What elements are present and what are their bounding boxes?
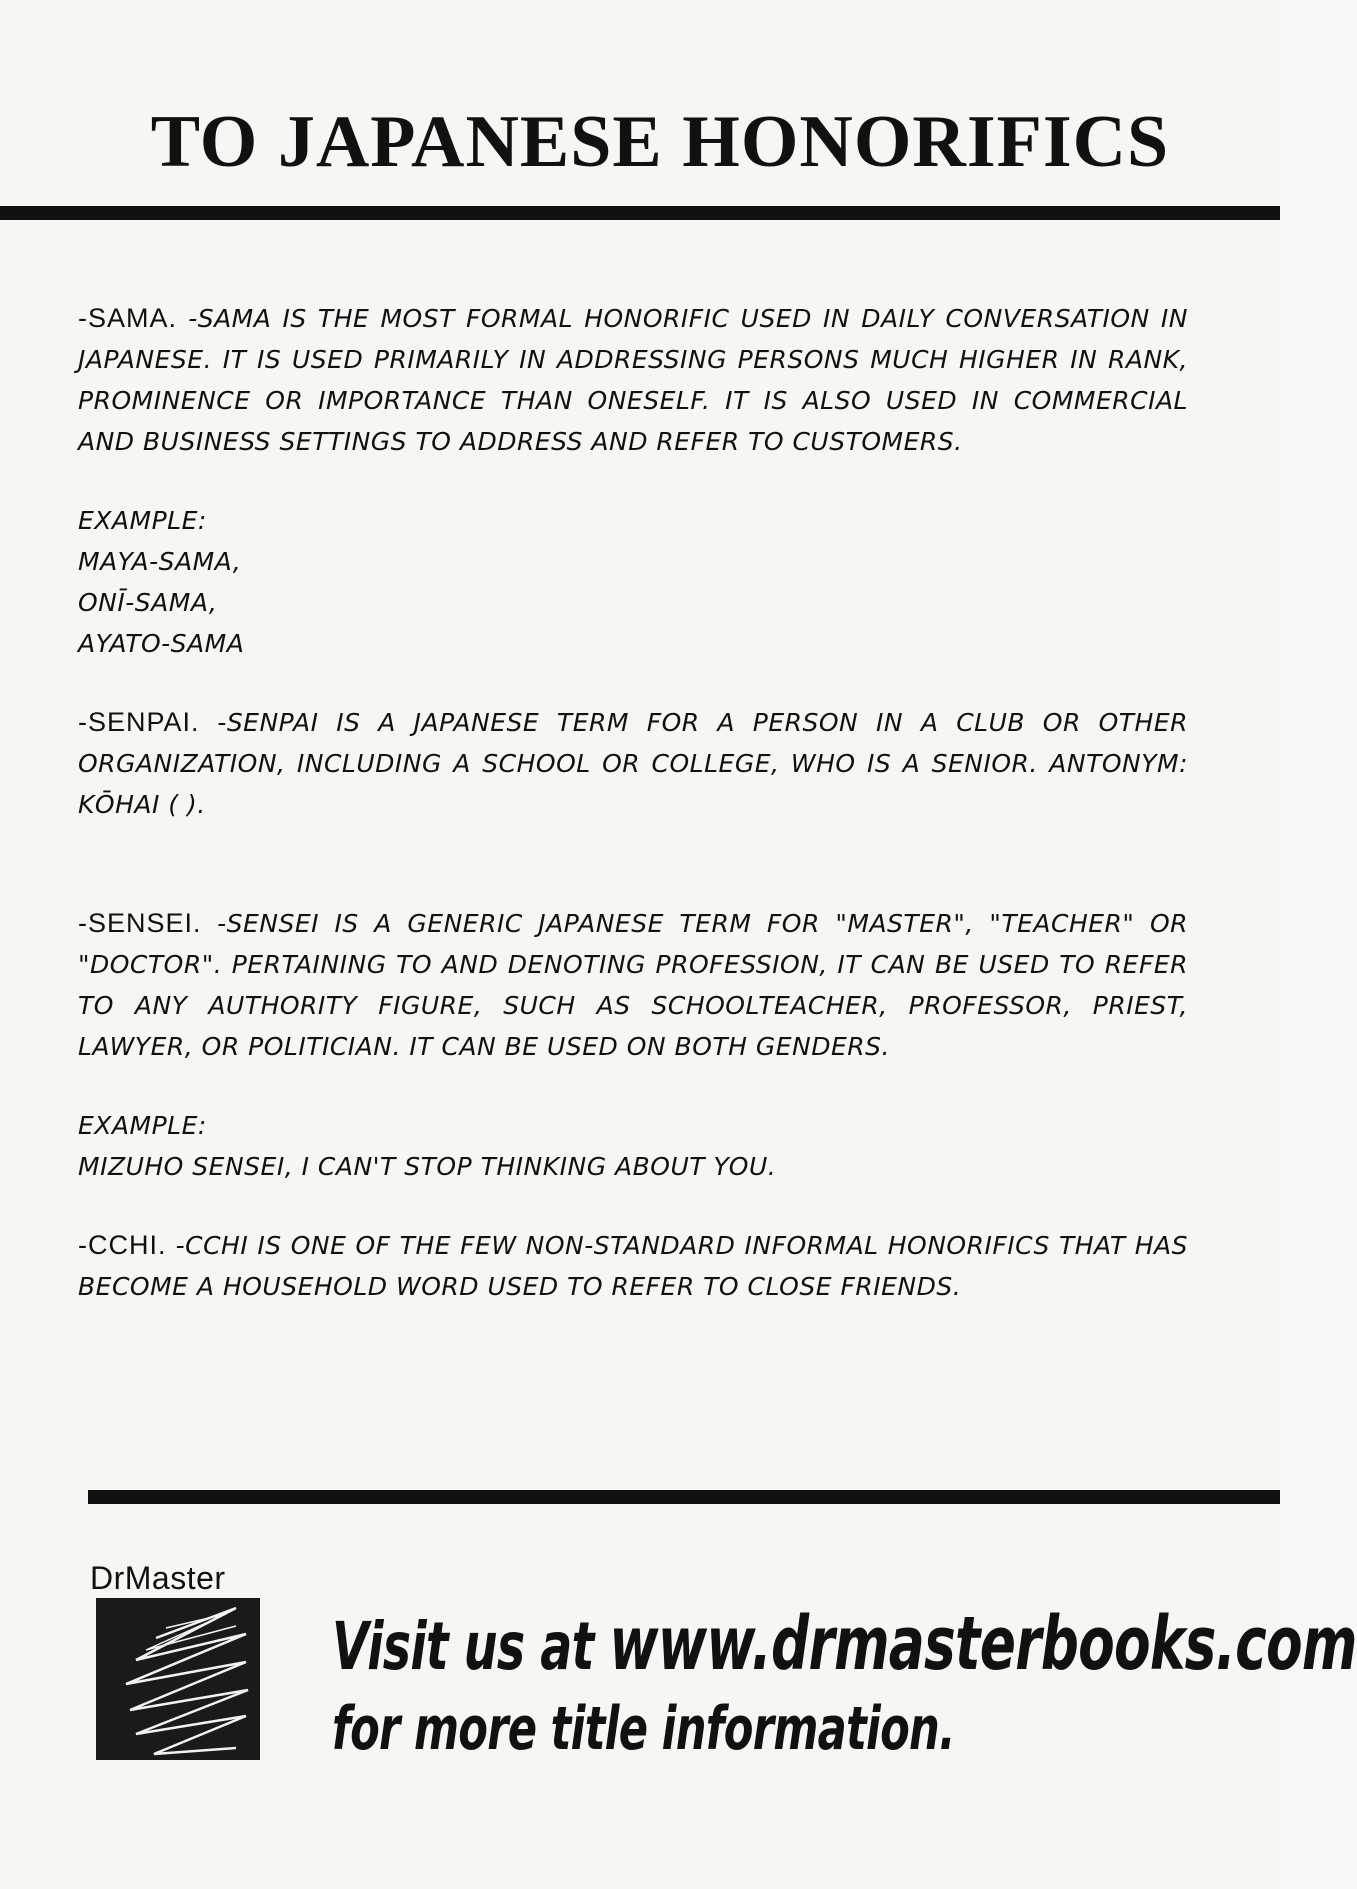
term-cchi: -CCHI. <box>78 1230 167 1260</box>
promo-prefix: Visit us at <box>332 1608 610 1685</box>
definition-cchi: -CCHI IS ONE OF THE FEW NON-STANDARD INFORMAL HONORIFICS THAT HAS BECOME A HOUSEHOLD WORD USED TO REFER TO CLOSE FRIENDS. <box>78 1231 1188 1301</box>
term-sama: -SAMA. <box>78 303 178 333</box>
entry-sensei <box>78 903 1188 1067</box>
promo-text <box>332 1601 1357 1771</box>
honorifics-content <box>78 298 1188 1345</box>
definition-sama: -SAMA IS THE MOST FORMAL HONORIFIC USED IN DAILY CONVERSATION IN JAPANESE. IT IS USED PRIMARILY IN ADDRESSING PERSONS MUCH HIGHER IN RANK, PROMINENCE OR IMPORTANCE THAN ONESELF. IT IS ALSO USED IN COMMERCIAL AND BUSINESS SETTINGS TO ADDRESS AND REFER TO CUSTOMERS. <box>78 304 1188 456</box>
term-sensei: -SENSEI. <box>78 908 202 938</box>
example-item: MAYA-SAMA, <box>78 547 242 576</box>
example-sensei <box>78 1105 1188 1187</box>
website-url[interactable]: www.drmasterbooks.com <box>609 1601 1357 1687</box>
bottom-divider <box>88 1490 1280 1504</box>
publisher-logo-text: DrMaster <box>90 1560 226 1596</box>
entry-senpai <box>78 702 1188 825</box>
example-item: MIZUHO SENSEI, I CAN'T STOP THINKING ABOUT YOU. <box>78 1152 777 1181</box>
example-item: AYATO-SAMA <box>78 629 245 658</box>
example-label: EXAMPLE: <box>78 1111 207 1140</box>
top-divider <box>0 206 1280 220</box>
page-title: TO JAPANESE HONORIFICS <box>150 101 1170 183</box>
example-label: EXAMPLE: <box>78 506 207 535</box>
example-item: ONĪ-SAMA, <box>78 588 218 617</box>
promo-line-2: for more title information. <box>332 1694 955 1764</box>
example-sama <box>78 500 1188 664</box>
entry-sama <box>78 298 1188 462</box>
definition-sensei: -SENSEI IS A GENERIC JAPANESE TERM FOR "MASTER", "TEACHER" OR "DOCTOR". PERTAINING TO AND DENOTING PROFESSION, IT CAN BE USED TO REFER TO ANY AUTHORITY FIGURE, SUCH AS SCHOOLTEACHER, PROFESSOR, PRIEST, LAWYER, OR POLITICIAN. IT CAN BE USED ON BOTH GENDERS. <box>78 909 1188 1061</box>
publisher-logo-icon <box>96 1598 260 1760</box>
definition-senpai: -SENPAI IS A JAPANESE TERM FOR A PERSON IN A CLUB OR OTHER ORGANIZATION, INCLUDING A SCHOOL OR COLLEGE, WHO IS A SENIOR. ANTONYM: KŌHAI ( ). <box>78 708 1189 819</box>
entry-cchi <box>78 1225 1188 1307</box>
term-senpai: -SENPAI. <box>78 707 200 737</box>
